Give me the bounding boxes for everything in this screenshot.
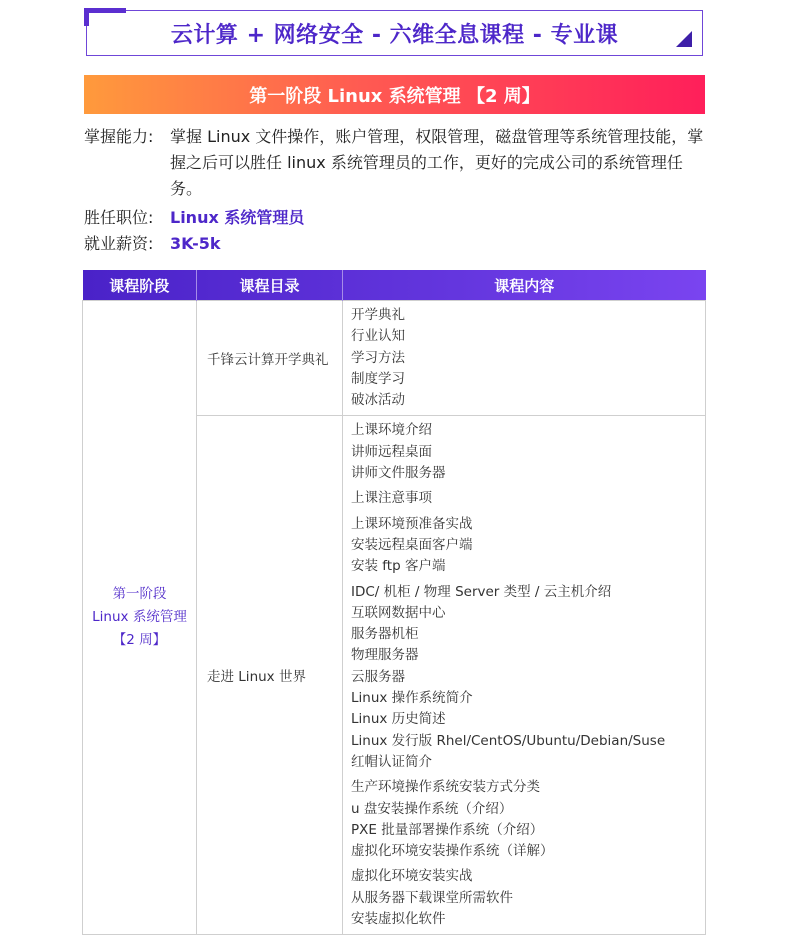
content-group xyxy=(351,305,697,411)
ability-text: 掌握 Linux 文件操作，账户管理，权限管理，磁盘管理等系统管理技能，掌握之后可以胜任 linux 系统管理员的工作，更好的完成公司的系统管理任务。 xyxy=(170,127,704,198)
content-item: 行业认知 xyxy=(351,328,405,345)
job-label: 胜任职位: xyxy=(84,208,154,227)
title-corner-line xyxy=(84,8,126,15)
content-item: 安装远程桌面客户端 xyxy=(351,536,473,553)
content-item: 物理服务器 xyxy=(351,647,419,664)
job-section xyxy=(84,205,304,231)
job-value: Linux 系统管理员 xyxy=(170,208,305,227)
directory-cell: 千锋云计算开学典礼 xyxy=(197,301,343,416)
content-item: 服务器机柜 xyxy=(351,626,419,643)
content-group xyxy=(351,514,697,578)
content-item: 生产环境操作系统安装方式分类 xyxy=(351,779,540,796)
content-item: Linux 操作系统简介 xyxy=(351,690,473,707)
table-header-row xyxy=(83,270,706,301)
content-item: PXE 批量部署操作系统（介绍） xyxy=(351,821,544,838)
directory-cell: 走进 Linux 世界 xyxy=(197,416,343,935)
stage-line: 第一阶段 xyxy=(112,586,167,603)
ability-label: 掌握能力: xyxy=(84,127,154,146)
content-cell xyxy=(343,301,706,416)
content-item: 开学典礼 xyxy=(351,307,405,323)
content-item: 讲师文件服务器 xyxy=(351,465,446,482)
content-group xyxy=(351,488,697,509)
content-item: 上课环境介绍 xyxy=(351,422,432,439)
content-group xyxy=(351,777,697,862)
content-item: 虚拟化环境安装操作系统（详解） xyxy=(351,843,554,860)
content-item: 安装虚拟化软件 xyxy=(351,911,446,928)
header-directory: 课程目录 xyxy=(197,270,343,301)
stage-line: Linux 系统管理 xyxy=(92,609,187,626)
content-item: 安装 ftp 客户端 xyxy=(351,558,446,575)
content-item: Linux 历史简述 xyxy=(351,711,446,728)
corner-triangle-icon xyxy=(676,31,692,47)
content-item: 虚拟化环境安装实战 xyxy=(351,868,473,885)
content-item: 上课环境预准备实战 xyxy=(351,515,473,532)
content-group xyxy=(351,582,697,774)
stage-line: 【2 周】 xyxy=(112,632,167,649)
content-item: u 盘安装操作系统（介绍） xyxy=(351,800,513,817)
course-title-box xyxy=(86,10,703,56)
page-title: 云计算 + 网络安全 - 六维全息课程 - 专业课 xyxy=(170,22,619,48)
course-table xyxy=(82,270,706,935)
stage-banner: 第一阶段 Linux 系统管理 【2 周】 xyxy=(84,75,705,114)
content-item: 制度学习 xyxy=(351,370,405,387)
ability-section xyxy=(84,124,708,198)
content-group xyxy=(351,866,697,930)
content-item: 红帽认证简介 xyxy=(351,753,432,770)
content-item: Linux 发行版 Rhel/CentOS/Ubuntu/Debian/Suse xyxy=(351,732,666,749)
content-item: 破冰活动 xyxy=(351,392,405,409)
content-item: 互联网数据中心 xyxy=(351,604,446,621)
content-cell xyxy=(343,416,706,935)
salary-value: 3K-5k xyxy=(170,234,221,253)
content-item: 上课注意事项 xyxy=(351,490,432,507)
header-stage: 课程阶段 xyxy=(83,270,197,301)
content-item: IDC/ 机柜 / 物理 Server 类型 / 云主机介绍 xyxy=(351,583,612,600)
salary-label: 就业薪资: xyxy=(84,234,154,253)
header-content: 课程内容 xyxy=(494,276,555,295)
content-item: 讲师远程桌面 xyxy=(351,443,432,460)
content-group xyxy=(351,420,697,484)
stage-cell xyxy=(83,301,197,935)
content-item: 学习方法 xyxy=(351,349,405,366)
table-row xyxy=(83,301,706,416)
salary-section xyxy=(84,231,221,257)
content-item: 云服务器 xyxy=(351,668,405,685)
content-item: 从服务器下载课堂所需软件 xyxy=(351,889,513,906)
